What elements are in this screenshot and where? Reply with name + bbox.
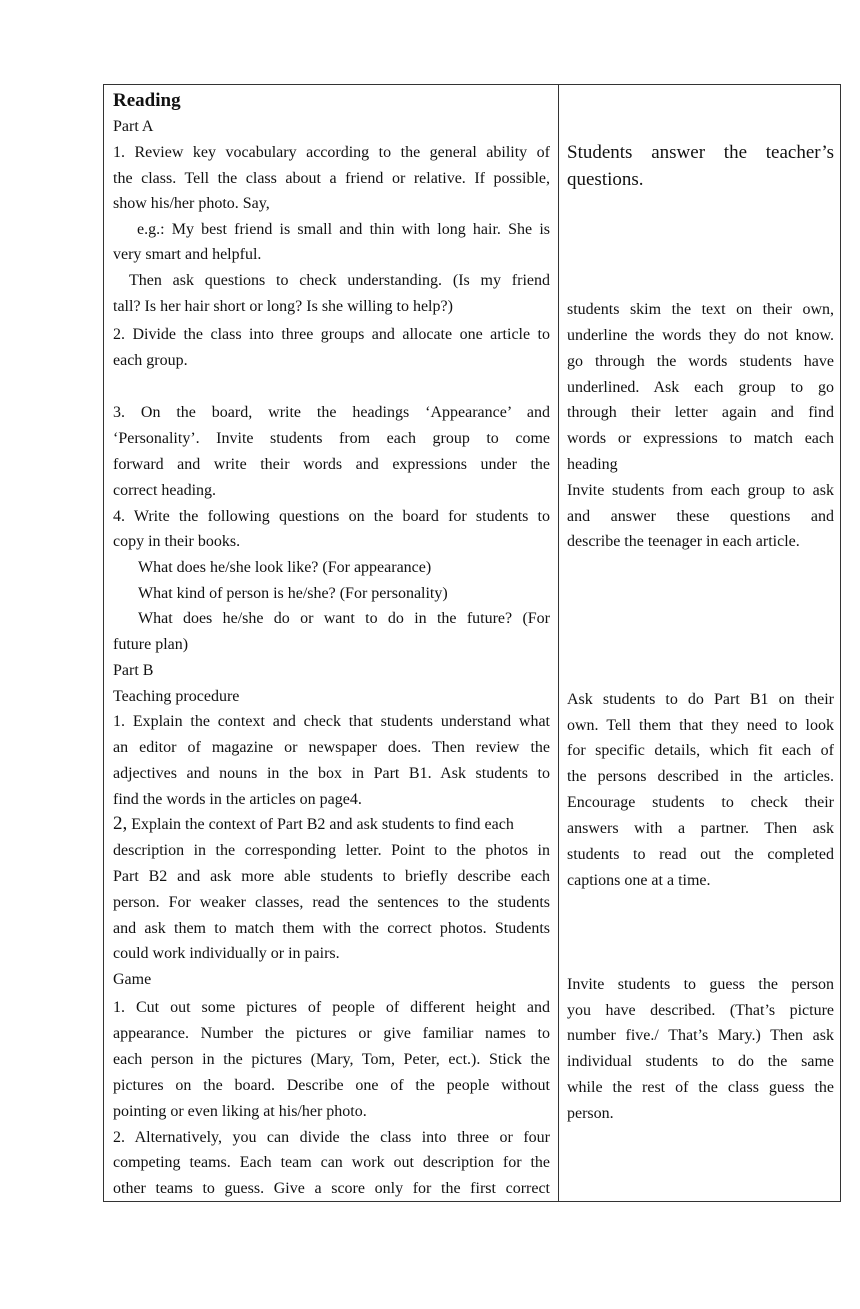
column-divider <box>558 85 559 1201</box>
text-line: own. Tell them that they need to look <box>567 717 834 734</box>
text-line: person. <box>567 1105 614 1122</box>
text-line: go through the words students have <box>567 353 834 370</box>
text-line: an editor of magazine or newspaper does. Then review the <box>113 739 550 756</box>
text-line: you have described. (That’s picture <box>567 1002 834 1019</box>
text-line: 2. Divide the class into three groups and allocate one article to <box>113 326 550 343</box>
text-line: students skim the text on their own, <box>567 301 834 318</box>
text-line: underline the words they do not know. <box>567 327 834 344</box>
text-line: describe the teenager in each article. <box>567 533 800 550</box>
text-line: Then ask questions to check understanding. (Is my friend <box>129 272 550 289</box>
question-line: What does he/she look like? (For appearance) <box>138 559 432 576</box>
item-text: Explain the context of Part B2 and ask students to find each <box>127 816 514 833</box>
text-line: Part B2 and ask more able students to briefly describe each <box>113 868 550 885</box>
text-line: correct heading. <box>113 482 217 499</box>
text-line: individual students to do the same <box>567 1053 834 1070</box>
text-line: number five./ That’s Mary.) Then ask <box>567 1027 834 1044</box>
lesson-table <box>103 84 841 1202</box>
text-line: 1. Cut out some pictures of people of different height and <box>113 999 550 1016</box>
text-line: each person in the pictures (Mary, Tom, Peter, ect.). Stick the <box>113 1051 550 1068</box>
text-line: competing teams. Each team can work out description for the <box>113 1154 550 1171</box>
section-title-reading: Reading <box>113 90 181 111</box>
question-line: What kind of person is he/she? (For personality) <box>138 585 448 602</box>
text-line: show his/her photo. Say, <box>113 195 270 212</box>
text-line: could work individually or in pairs. <box>113 945 340 962</box>
subheading: Teaching procedure <box>113 688 240 705</box>
text-line <box>113 814 550 835</box>
text-line: each group. <box>113 352 188 369</box>
text-line: while the rest of the class guess the <box>567 1079 834 1096</box>
text-line: Students answer the teacher’s <box>567 142 834 163</box>
text-line: through their letter again and find <box>567 404 834 421</box>
text-line: forward and write their words and expressions under the <box>113 456 550 473</box>
text-line: students to read out the completed <box>567 846 834 863</box>
text-line: pointing or even liking at his/her photo. <box>113 1103 367 1120</box>
text-line: captions one at a time. <box>567 872 711 889</box>
text-line: 4. Write the following questions on the board for students to <box>113 508 550 525</box>
text-line: heading <box>567 456 618 473</box>
text-line: the class. Tell the class about a friend or relative. If possible, <box>113 170 550 187</box>
text-line: e.g.: My best friend is small and thin with long hair. She is <box>137 221 550 238</box>
text-line: underlined. Ask each group to go <box>567 379 834 396</box>
text-line: description in the corresponding letter. Point to the photos in <box>113 842 550 859</box>
item-number: 2, <box>113 813 128 834</box>
text-line: and ask them to match them with the correct photos. Students <box>113 920 550 937</box>
text-line: find the words in the articles on page4. <box>113 791 362 808</box>
text-line: pictures on the board. Describe one of the people without <box>113 1077 550 1094</box>
game-heading: Game <box>113 971 152 988</box>
text-line: Invite students to guess the person <box>567 976 834 993</box>
text-line: 3. On the board, write the headings ‘Appearance’ and <box>113 404 550 421</box>
text-line: adjectives and nouns in the box in Part B1. Ask students to <box>113 765 550 782</box>
text-line: ‘Personality’. Invite students from each group to come <box>113 430 550 447</box>
text-line: 1. Review key vocabulary according to the general ability of <box>113 144 550 161</box>
text-line: the persons described in the articles. <box>567 768 834 785</box>
text-line: future plan) <box>113 636 189 653</box>
text-line: 2. Alternatively, you can divide the class into three or four <box>113 1129 550 1146</box>
text-line: Ask students to do Part B1 on their <box>567 691 834 708</box>
part-b-heading: Part B <box>113 662 154 679</box>
question-line: What does he/she do or want to do in the future? (For <box>138 610 550 627</box>
text-line: tall? Is her hair short or long? Is she willing to help?) <box>113 298 453 315</box>
text-line: questions. <box>567 169 644 190</box>
text-line: words or expressions to match each <box>567 430 834 447</box>
text-line: other teams to guess. Give a score only for the first correct <box>113 1180 550 1197</box>
text-line: 1. Explain the context and check that students understand what <box>113 713 550 730</box>
text-line: Invite students from each group to ask <box>567 482 834 499</box>
text-line: for specific details, which fit each of <box>567 742 834 759</box>
text-line: Encourage students to check their <box>567 794 834 811</box>
text-line: copy in their books. <box>113 533 241 550</box>
text-line: answers with a partner. Then ask <box>567 820 834 837</box>
text-line: and answer these questions and <box>567 508 834 525</box>
text-line: appearance. Number the pictures or give familiar names to <box>113 1025 550 1042</box>
text-line: very smart and helpful. <box>113 246 262 263</box>
text-line: person. For weaker classes, read the sentences to the students <box>113 894 550 911</box>
part-a-heading: Part A <box>113 118 154 135</box>
